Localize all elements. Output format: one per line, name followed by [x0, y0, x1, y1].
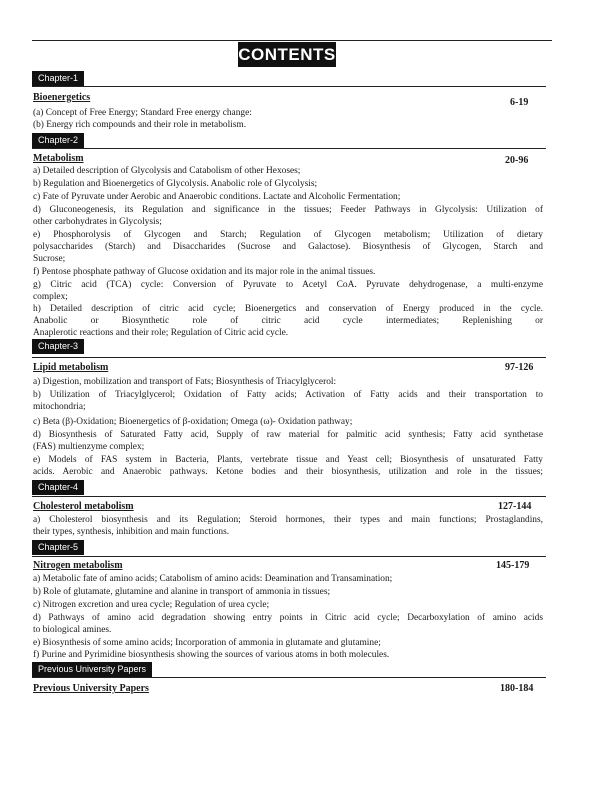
list-item: a) Digestion, mobilization and transport of Fats; Biosynthesis of Triacylglycerol:	[33, 377, 337, 387]
list-item: g) Citric acid (TCA) cycle: Conversion of Pyruvate to Acetyl CoA. Pyruvate dehydrogenase, a multi-enzyme	[33, 280, 543, 290]
list-item: e) Biosynthesis of some amino acids; Incorporation of ammonia in glutamate and glutamine;	[33, 638, 381, 648]
list-item: (b) Energy rich compounds and their role in metabolism.	[33, 120, 247, 130]
list-item: (FAS) multienzyme complex;	[33, 442, 145, 452]
chapter-1-pages: 6-19	[510, 97, 529, 108]
chapter-3-pages: 97-126	[505, 362, 534, 373]
chapter-1-tab: Chapter-1	[32, 71, 84, 86]
list-item: d) Biosynthesis of Saturated Fatty acid, Supply of raw material for palmitic acid synthesis; Fatty acid synthetase	[33, 430, 543, 440]
list-item: to biological amines.	[33, 625, 112, 635]
chapter-4-title[interactable]: Cholesterol metabolism	[33, 501, 134, 512]
papers-title[interactable]: Previous University Papers	[33, 683, 149, 694]
list-item: c) Nitrogen excretion and urea cycle; Regulation of urea cycle;	[33, 600, 270, 610]
chapter-5-title[interactable]: Nitrogen metabolism	[33, 560, 123, 571]
list-item: polysaccharides (Starch) and Disaccharides (Sucrose and Galactose). Biosynthesis of Glycogen, Starch and	[33, 242, 543, 252]
chapter-5-tab: Chapter-5	[32, 540, 84, 555]
list-item: c) Fate of Pyruvate under Aerobic and Anaerobic conditions. Lactate and Alcoholic Fermentation;	[33, 192, 401, 202]
chapter-2-tab: Chapter-2	[32, 133, 84, 148]
list-item: e) Models of FAS system in Bacteria, Plants, vertebrate tissue and Yeast cell; Biosynthesis of unsaturated Fatty	[33, 455, 543, 465]
chapter-3-rule	[32, 357, 546, 358]
list-item: acids. Aerobic and Anaerobic pathways. Ketone bodies and their biosynthesis, utilization and role in the tissues;	[33, 467, 543, 477]
list-item: f) Pentose phosphate pathway of Glucose oxidation and its major role in the animal tissues.	[33, 267, 376, 277]
list-item: Sucrose;	[33, 254, 66, 264]
list-item: other carbohydrates in Glycolysis;	[33, 217, 162, 227]
list-item: mitochondria;	[33, 402, 86, 412]
list-item: d) Pathways of amino acid degradation showing entry points in Citric acid cycle; Decarboxylation of amino acids	[33, 613, 543, 623]
list-item: (a) Concept of Free Energy; Standard Free energy change:	[33, 108, 252, 118]
list-item: their types, synthesis, inhibition and main functions.	[33, 527, 230, 537]
list-item: b) Utilization of Triacylglycerol; Oxidation of Fatty acids; Activation of Fatty acids and their transportation to	[33, 390, 543, 400]
top-rule	[32, 40, 552, 41]
list-item: a) Cholesterol biosynthesis and its Regulation; Steroid hormones, their types and main functions; Prostaglandins,	[33, 515, 543, 525]
list-item: complex;	[33, 292, 68, 302]
list-item: e) Phosphorolysis of Glycogen and Starch; Regulation of Glycogen metabolism; Utilization of dietary	[33, 230, 543, 240]
list-item: a) Metabolic fate of amino acids; Catabolism of amino acids: Deamination and Transamination;	[33, 574, 393, 584]
chapter-4-pages: 127-144	[498, 501, 532, 512]
list-item: a) Detailed description of Glycolysis and Catabolism of other Hexoses;	[33, 166, 301, 176]
chapter-2-title[interactable]: Metabolism	[33, 153, 84, 164]
chapter-2-rule	[32, 148, 546, 149]
papers-pages: 180-184	[500, 683, 534, 694]
chapter-3-title[interactable]: Lipid metabolism	[33, 362, 109, 373]
papers-tab: Previous University Papers	[32, 662, 152, 677]
list-item: b) Role of glutamate, glutamine and alanine in transport of ammonia in tissues;	[33, 587, 331, 597]
list-item: Anabolic or Biosynthetic role of citric acid cycle intermediates; Replenishing or	[33, 316, 543, 326]
list-item: d) Gluconeogenesis, its Regulation and significance in the tissues; Feeder Pathways in Glycolysis: Utilization of	[33, 205, 543, 215]
list-item: Anaplerotic reactions and their role; Regulation of Citric acid cycle.	[33, 328, 289, 338]
chapter-2-pages: 20-96	[505, 155, 529, 166]
chapter-1-title[interactable]: Bioenergetics	[33, 92, 91, 103]
page-title: CONTENTS	[238, 42, 336, 67]
chapter-3-tab: Chapter-3	[32, 339, 84, 354]
chapter-1-rule	[32, 86, 546, 87]
chapter-4-tab: Chapter-4	[32, 480, 84, 495]
chapter-4-rule	[32, 496, 546, 497]
papers-rule	[32, 677, 546, 678]
list-item: h) Detailed description of citric acid cycle; Bioenergetics and conservation of Energy produced in the cycle.	[33, 304, 543, 314]
list-item: f) Purine and Pyrimidine biosynthesis showing the sources of various atoms in both molecules.	[33, 650, 390, 660]
chapter-5-rule	[32, 556, 546, 557]
list-item: c) Beta (β)-Oxidation; Bioenergetics of β-oxidation; Omega (ω)- Oxidation pathway;	[33, 417, 353, 427]
list-item: b) Regulation and Bioenergetics of Glycolysis. Anabolic role of Glycolysis;	[33, 179, 318, 189]
chapter-5-pages: 145-179	[496, 560, 530, 571]
